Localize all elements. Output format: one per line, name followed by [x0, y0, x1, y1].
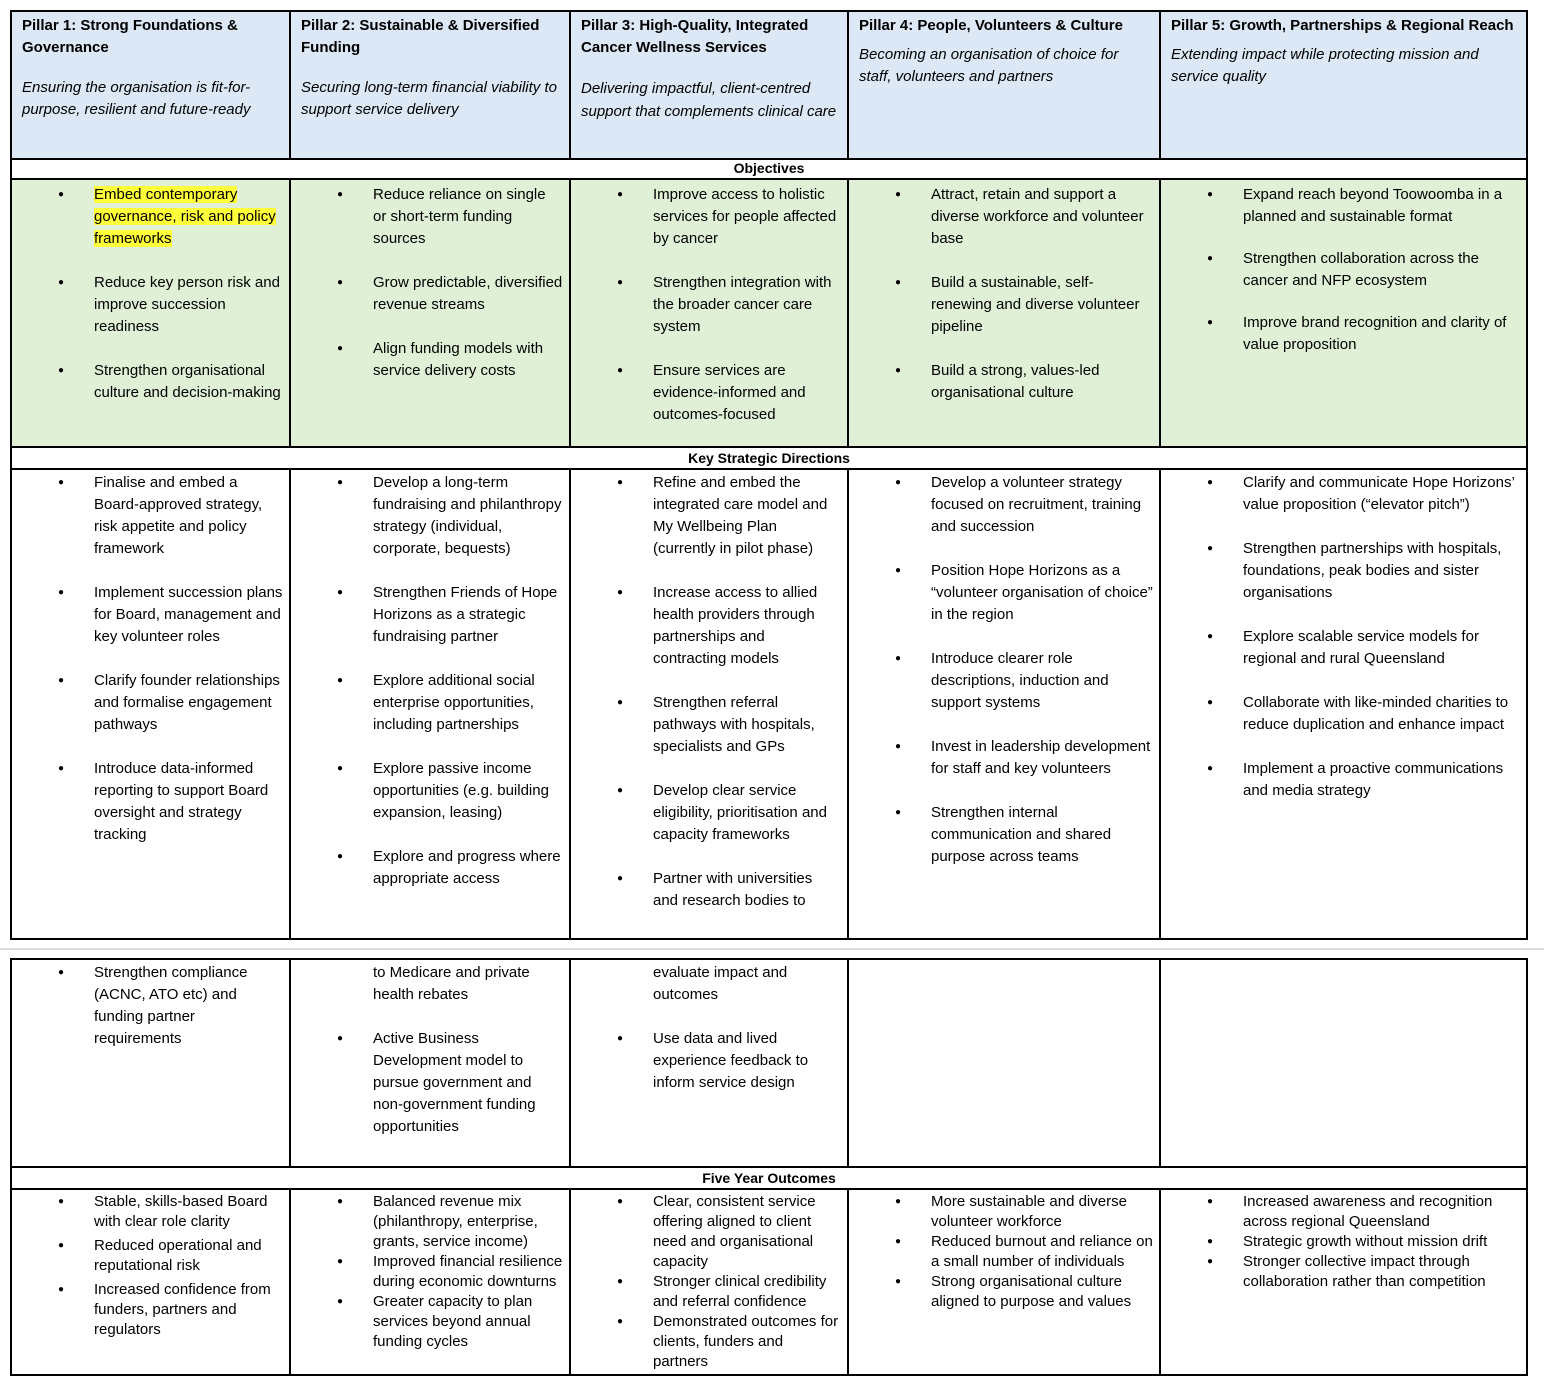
outcome-item: ● Greater capacity to plan services beyond annual funding cycles: [291, 1292, 569, 1352]
outcome-item: ● Increased confidence from funders, partners and regulators: [12, 1280, 289, 1340]
objectives-heading: Objectives: [12, 158, 1526, 180]
pillar-5-outcomes: [1161, 1190, 1526, 1376]
pillar-subtitle: Extending impact while protecting mission and service quality: [1171, 46, 1479, 85]
objective-item: ● Reduce reliance on single or short-term funding sources: [291, 184, 569, 250]
pillar-title: Pillar 2: Sustainable & Diversified Funding: [301, 17, 540, 56]
pillar-title: Pillar 5: Growth, Partnerships & Regional Reach: [1171, 17, 1514, 34]
outcome-item: ● Reduced burnout and reliance on a small number of individuals: [849, 1232, 1159, 1272]
direction-item: ● Explore passive income opportunities (e.g. building expansion, leasing): [291, 758, 569, 824]
objective-item: ● Align funding models with service delivery costs: [291, 338, 569, 382]
pillar-3-outcomes: [571, 1190, 849, 1376]
direction-item: ● Finalise and embed a Board-approved strategy, risk appetite and policy framework: [12, 472, 289, 560]
pillar-5-objectives: [1161, 180, 1526, 446]
pillar-1-directions-continued: [12, 960, 291, 1166]
pillar-1-header: [12, 12, 291, 158]
pillar-2-directions-continued: [291, 960, 571, 1166]
direction-item: ● Explore additional social enterprise opportunities, including partnerships: [291, 670, 569, 736]
outcome-item: ● Strategic growth without mission drift: [1161, 1232, 1526, 1252]
objective-item: ● Ensure services are evidence-informed and outcomes-focused: [571, 360, 847, 426]
direction-item: ● Clarify founder relationships and formalise engagement pathways: [12, 670, 289, 736]
direction-item: ● Strengthen internal communication and shared purpose across teams: [849, 802, 1159, 868]
direction-item: ● Develop clear service eligibility, prioritisation and capacity frameworks: [571, 780, 847, 846]
objective-item: ● Expand reach beyond Toowoomba in a planned and sustainable format: [1161, 184, 1526, 228]
objectives-row: [12, 180, 1526, 448]
direction-item: ● Implement a proactive communications and media strategy: [1161, 758, 1526, 802]
direction-item: ● Strengthen partnerships with hospitals, foundations, peak bodies and sister organisations: [1161, 538, 1526, 604]
pillar-3-directions: [571, 470, 849, 940]
objective-item: [12, 184, 289, 250]
pillar-subtitle: Securing long-term financial viability to support service delivery: [301, 79, 557, 118]
pillar-subtitle: Ensuring the organisation is fit-for-purpose, resilient and future-ready: [22, 79, 251, 118]
objective-item: ● Attract, retain and support a diverse workforce and volunteer base: [849, 184, 1159, 250]
pillar-2-directions: [291, 470, 571, 940]
pillar-4-header: [849, 12, 1161, 158]
direction-item-continued: to Medicare and private health rebates: [373, 964, 530, 1003]
outcome-item: ● Reduced operational and reputational risk: [12, 1236, 289, 1276]
pillar-header-row: [12, 12, 1526, 160]
direction-item: ● Refine and embed the integrated care model and My Wellbeing Plan (currently in pilot phase): [571, 472, 847, 560]
direction-item: ● Strengthen referral pathways with hospitals, specialists and GPs: [571, 692, 847, 758]
key-strategic-directions-heading: Key Strategic Directions: [12, 448, 1526, 470]
pillar-1-objectives: [12, 180, 291, 446]
key-strategic-directions-row: [12, 470, 1526, 940]
objective-item: ● Improve brand recognition and clarity of value proposition: [1161, 312, 1526, 356]
pillar-4-directions-continued: [849, 960, 1161, 1166]
pillar-4-objectives: [849, 180, 1161, 446]
direction-item: ● Clarify and communicate Hope Horizons’ value proposition (“elevator pitch”): [1161, 472, 1526, 516]
objective-item: ● Strengthen integration with the broader cancer care system: [571, 272, 847, 338]
outcome-item: ● Stable, skills-based Board with clear role clarity: [12, 1192, 289, 1232]
outcome-item: ● Balanced revenue mix (philanthropy, enterprise, grants, service income): [291, 1192, 569, 1252]
direction-item: ● Strengthen Friends of Hope Horizons as a strategic fundraising partner: [291, 582, 569, 648]
strategy-table-page-2: [10, 958, 1528, 1376]
objective-item: ● Reduce key person risk and improve succession readiness: [12, 272, 289, 338]
direction-item: ● Strengthen compliance (ACNC, ATO etc) and funding partner requirements: [12, 962, 289, 1050]
direction-item: ● Explore scalable service models for regional and rural Queensland: [1161, 626, 1526, 670]
direction-item: ● Increase access to allied health providers through partnerships and contracting models: [571, 582, 847, 670]
pillar-4-outcomes: [849, 1190, 1161, 1376]
direction-item: ● Introduce data-informed reporting to support Board oversight and strategy tracking: [12, 758, 289, 846]
direction-item: ● Introduce clearer role descriptions, induction and support systems: [849, 648, 1159, 714]
outcome-item: ● Increased awareness and recognition across regional Queensland: [1161, 1192, 1526, 1232]
pillar-subtitle: Delivering impactful, client-centred support that complements clinical care: [581, 80, 837, 120]
pillar-1-directions: [12, 470, 291, 940]
outcome-item: ● Improved financial resilience during economic downturns: [291, 1252, 569, 1292]
direction-item: ● Explore and progress where appropriate access: [291, 846, 569, 890]
outcome-item: ● Demonstrated outcomes for clients, funders and partners: [571, 1312, 847, 1372]
pillar-3-objectives: [571, 180, 849, 446]
pillar-2-outcomes: [291, 1190, 571, 1376]
pillar-1-outcomes: [12, 1190, 291, 1376]
outcome-item: ● Stronger collective impact through collaboration rather than competition: [1161, 1252, 1526, 1292]
five-year-outcomes-row: [12, 1190, 1526, 1376]
strategy-table-page-1: [10, 10, 1528, 940]
five-year-outcomes-heading: Five Year Outcomes: [12, 1168, 1526, 1190]
pillar-5-header: [1161, 12, 1526, 158]
pillar-5-directions: [1161, 470, 1526, 940]
outcome-item: ● Clear, consistent service offering aligned to client need and organisational capacity: [571, 1192, 847, 1272]
direction-item: ● Collaborate with like-minded charities to reduce duplication and enhance impact: [1161, 692, 1526, 736]
direction-item: ● Implement succession plans for Board, management and key volunteer roles: [12, 582, 289, 648]
objective-item: ● Grow predictable, diversified revenue streams: [291, 272, 569, 316]
direction-item: ● Develop a long-term fundraising and philanthropy strategy (individual, corporate, bequests): [291, 472, 569, 560]
objective-item: ● Build a strong, values-led organisational culture: [849, 360, 1159, 404]
page-break-divider: [0, 948, 1544, 950]
pillar-5-directions-continued: [1161, 960, 1526, 1166]
direction-item: ● Invest in leadership development for staff and key volunteers: [849, 736, 1159, 780]
pillar-2-objectives: [291, 180, 571, 446]
direction-item: ● Use data and lived experience feedback to inform service design: [571, 1028, 847, 1094]
outcome-item: ● Stronger clinical credibility and referral confidence: [571, 1272, 847, 1312]
direction-item: ● Partner with universities and research bodies to: [571, 868, 847, 912]
key-strategic-directions-continued-row: [12, 960, 1526, 1168]
outcome-item: ● Strong organisational culture aligned to purpose and values: [849, 1272, 1159, 1312]
highlighted-text: Embed contemporary governance, risk and policy frameworks: [94, 186, 276, 247]
objective-item: ● Improve access to holistic services for people affected by cancer: [571, 184, 847, 250]
pillar-title: Pillar 1: Strong Foundations & Governance: [22, 17, 238, 56]
direction-item: ● Position Hope Horizons as a “volunteer organisation of choice” in the region: [849, 560, 1159, 626]
objective-item: ● Strengthen organisational culture and decision-making: [12, 360, 289, 404]
objective-item: ● Strengthen collaboration across the cancer and NFP ecosystem: [1161, 248, 1526, 292]
pillar-4-directions: [849, 470, 1161, 940]
direction-item: ● Active Business Development model to pursue government and non-government funding opportunities: [291, 1028, 569, 1138]
pillar-2-header: [291, 12, 571, 158]
pillar-title: Pillar 4: People, Volunteers & Culture: [859, 17, 1123, 34]
pillar-subtitle: Becoming an organisation of choice for staff, volunteers and partners: [859, 46, 1119, 85]
pillar-3-directions-continued: [571, 960, 849, 1166]
outcome-item: ● More sustainable and diverse volunteer workforce: [849, 1192, 1159, 1232]
objective-item: ● Build a sustainable, self-renewing and diverse volunteer pipeline: [849, 272, 1159, 338]
pillar-3-header: [571, 12, 849, 158]
direction-item: ● Develop a volunteer strategy focused on recruitment, training and succession: [849, 472, 1159, 538]
pillar-title: Pillar 3: High-Quality, Integrated Cancer Wellness Services: [581, 17, 809, 56]
direction-item-continued: evaluate impact and outcomes: [653, 964, 788, 1003]
